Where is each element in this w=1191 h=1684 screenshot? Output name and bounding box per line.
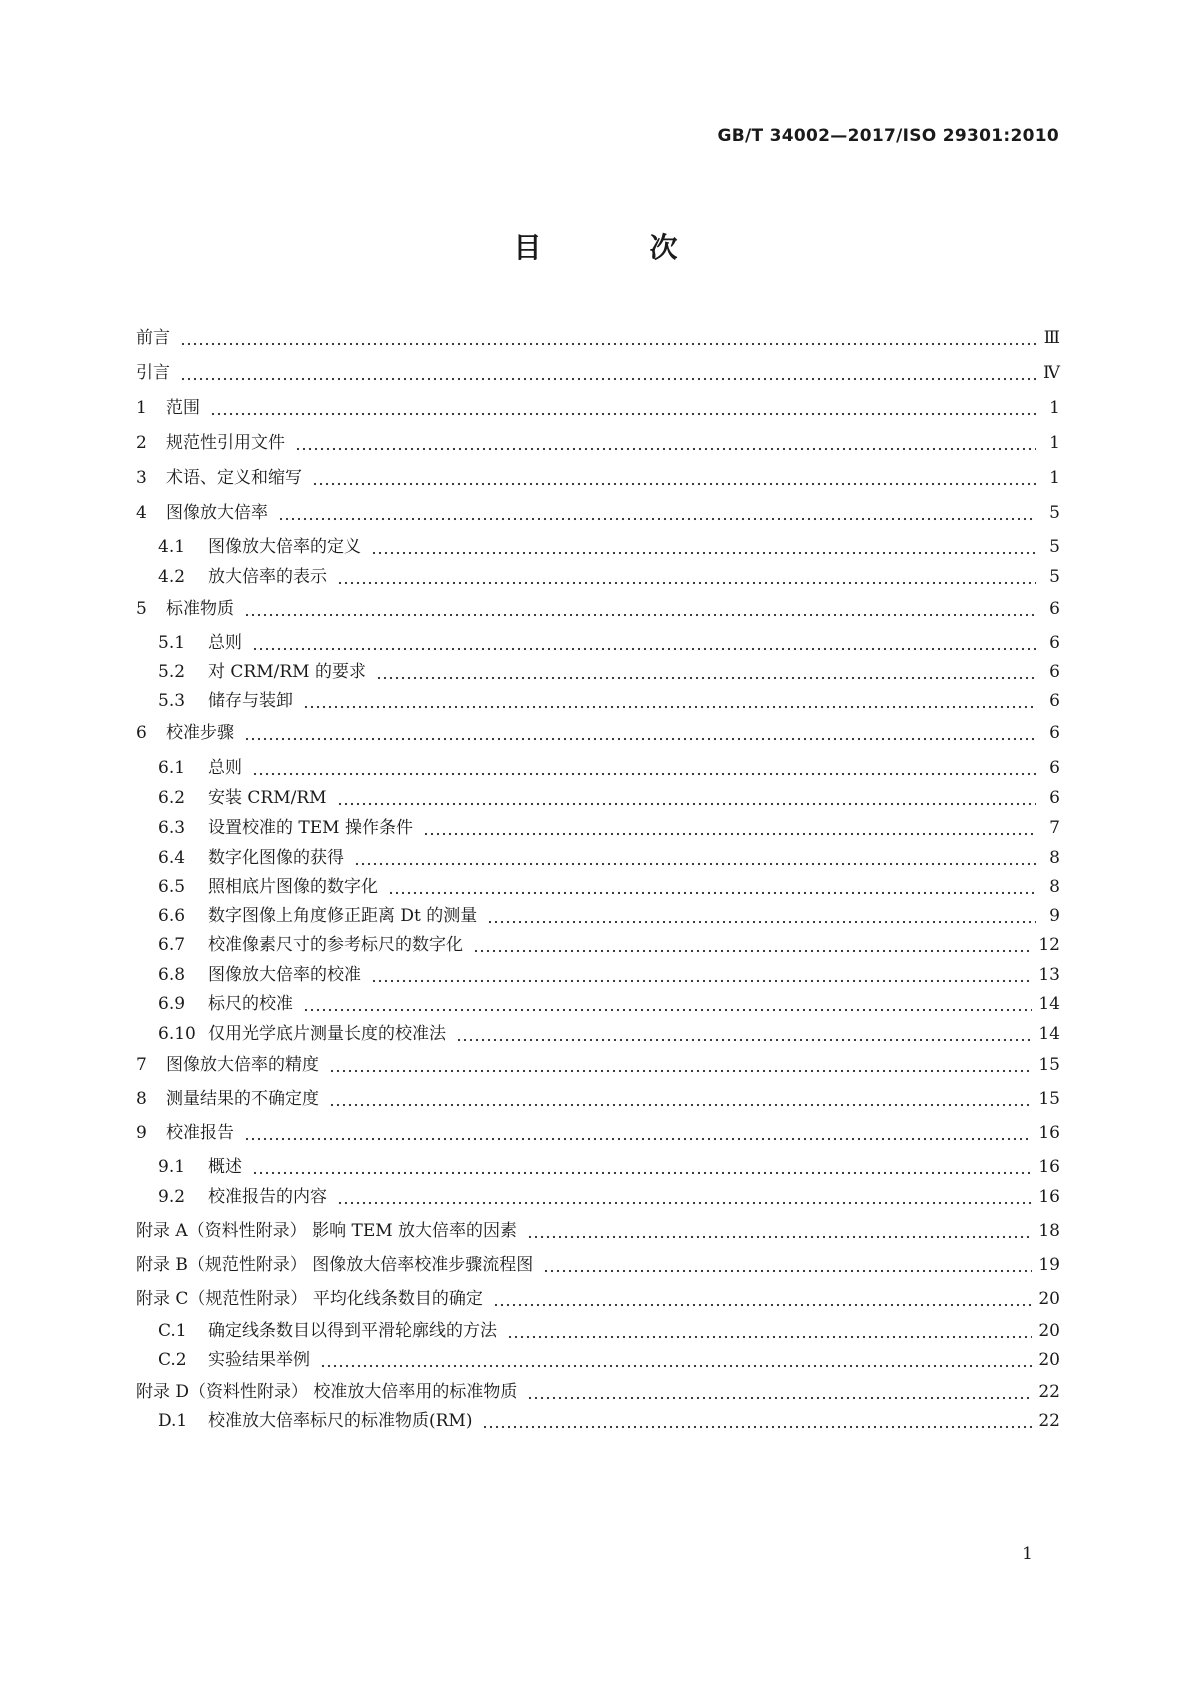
toc-entry-title: 术语、定义和缩写 [166,468,302,488]
toc-entry[interactable] [158,1319,1060,1343]
toc-entry-page: 6 [1049,633,1060,653]
toc-entry-page: 14 [1038,1024,1060,1044]
toc-entry[interactable] [158,1155,1060,1179]
toc-entry-title: 图像放大倍率的精度 [166,1055,319,1075]
dot-leader [543,1257,1032,1273]
dot-leader [388,879,1036,895]
toc-entry-page: 6 [1049,758,1060,778]
toc-entry-number: 7 [136,1055,147,1075]
toc-entry-title: 数字图像上角度修正距离 Dt 的测量 [208,906,478,926]
toc-entry-number: 5 [136,599,147,619]
toc-entry[interactable] [158,1022,1060,1046]
toc-entry[interactable] [158,535,1060,559]
toc-entry-page: 20 [1038,1321,1060,1341]
toc-entry-title: 仅用光学底片测量长度的校准法 [208,1024,446,1044]
dot-leader [487,908,1036,924]
toc-entry[interactable] [136,1380,1060,1404]
toc-entry[interactable] [136,1219,1060,1243]
toc-entry-page: Ⅲ [1043,328,1060,348]
toc-entry-number: C.2 [158,1350,187,1370]
dot-leader [295,435,1036,451]
toc-entry[interactable] [158,846,1060,870]
toc-entry-title: 图像放大倍率的定义 [208,537,361,557]
toc-entry[interactable] [158,1409,1060,1433]
dot-leader [493,1291,1033,1307]
toc-entry-title: 实验结果举例 [208,1350,310,1370]
dot-leader [371,967,1032,983]
toc-entry-number: 6.3 [158,818,186,838]
dot-leader [180,365,1036,381]
toc-entry-title: 附录 A（资料性附录） 影响 TEM 放大倍率的因素 [136,1221,518,1241]
toc-entry-number: 1 [136,398,147,418]
toc-entry-number: 6.5 [158,877,186,897]
toc-entry-page: 6 [1049,691,1060,711]
toc-entry-title: 校准步骤 [166,723,234,743]
toc-entry-page: 1 [1049,398,1060,418]
toc-entry-title: 测量结果的不确定度 [166,1089,319,1109]
toc-entry-number: 6.8 [158,965,186,985]
toc-entry-page: 22 [1038,1382,1060,1402]
toc-entry[interactable] [136,597,1060,621]
toc-entry-title: 储存与装卸 [208,691,293,711]
toc-entry-title: 引言 [136,363,170,383]
toc-entry[interactable] [158,963,1060,987]
dot-leader [320,1352,1032,1368]
dot-leader [278,505,1036,521]
toc-entry-page: 12 [1038,935,1060,955]
toc-entry-number: 6.4 [158,848,186,868]
page-title: 目 次 [513,231,718,264]
toc-entry-number: 6.1 [158,758,186,778]
toc-entry-number: 9.2 [158,1187,186,1207]
toc-entry[interactable] [136,1121,1060,1145]
page-number: 1 [1022,1544,1033,1564]
toc-entry-page: 5 [1049,537,1060,557]
toc-entry-title: 附录 C（规范性附录） 平均化线条数目的确定 [136,1289,483,1309]
toc-entry-title: 范围 [166,398,200,418]
toc-entry-number: 6.7 [158,935,186,955]
toc-entry-number: 8 [136,1089,147,1109]
toc-entry-page: 6 [1049,788,1060,808]
dot-leader [482,1413,1032,1429]
toc-entry-page: 7 [1049,818,1060,838]
toc-entry-title: 前言 [136,328,170,348]
dot-leader [244,1125,1032,1141]
toc-entry-page: 15 [1038,1055,1060,1075]
toc-entry-number: 4.1 [158,537,186,557]
dot-leader [244,725,1036,741]
dot-leader [473,937,1032,953]
toc-entry-page: 20 [1038,1350,1060,1370]
toc-entry-number: 5.2 [158,662,186,682]
dot-leader [507,1323,1032,1339]
dot-leader [252,760,1036,776]
toc-entry-number: 4 [136,503,147,523]
toc-entry[interactable] [136,1253,1060,1277]
toc-entry-number: 6.10 [158,1024,196,1044]
dot-leader [376,664,1036,680]
toc-entry-title: 总则 [208,633,242,653]
standard-code: GB/T 34002—2017/ISO 29301:2010 [717,126,1059,146]
toc-entry[interactable] [136,466,1060,490]
toc-entry-title: 标尺的校准 [208,994,293,1014]
toc-entry[interactable] [136,1287,1060,1311]
toc-entry[interactable] [158,1185,1060,1209]
toc-entry[interactable] [136,361,1060,385]
toc-entry[interactable] [158,816,1060,840]
toc-entry-title: 图像放大倍率 [166,503,268,523]
toc-entry-page: 16 [1038,1123,1060,1143]
toc-entry[interactable] [158,933,1060,957]
toc-entry-title: 安装 CRM/RM [208,788,327,808]
toc-entry-page: Ⅳ [1043,363,1060,383]
toc-entry-title: 附录 D（资料性附录） 校准放大倍率用的标准物质 [136,1382,518,1402]
toc-entry-page: 6 [1049,723,1060,743]
toc-entry-page: 16 [1038,1187,1060,1207]
toc-entry[interactable] [136,431,1060,455]
toc-entry-number: 9 [136,1123,147,1143]
toc-entry-title: 数字化图像的获得 [208,848,344,868]
toc-entry[interactable] [136,501,1060,525]
dot-leader [252,635,1036,651]
toc-entry-title: 设置校准的 TEM 操作条件 [208,818,413,838]
toc-entry[interactable] [158,756,1060,780]
toc-entry-title: 校准像素尺寸的参考标尺的数字化 [208,935,463,955]
toc-entry-title: 确定线条数目以得到平滑轮廓线的方法 [208,1321,497,1341]
dot-leader [329,1057,1032,1073]
toc-entry-title: 照相底片图像的数字化 [208,877,378,897]
toc-entry-number: C.1 [158,1321,187,1341]
toc-entry-number: 6 [136,723,147,743]
dot-leader [337,569,1036,585]
dot-leader [303,996,1032,1012]
toc-entry-page: 5 [1049,567,1060,587]
dot-leader [456,1026,1032,1042]
toc-entry-page: 5 [1049,503,1060,523]
toc-entry-page: 6 [1049,662,1060,682]
toc-entry-title: 图像放大倍率的校准 [208,965,361,985]
toc-entry-page: 20 [1038,1289,1060,1309]
toc-entry-title: 标准物质 [166,599,234,619]
toc-entry[interactable] [158,689,1060,713]
dot-leader [337,1189,1032,1205]
toc-entry-number: 9.1 [158,1157,186,1177]
toc-entry-title: 校准报告的内容 [208,1187,327,1207]
toc-entry[interactable] [158,565,1060,589]
toc-entry-page: 9 [1049,906,1060,926]
toc-entry-title: 附录 B（规范性附录） 图像放大倍率校准步骤流程图 [136,1255,534,1275]
toc-entry-page: 8 [1049,877,1060,897]
toc-entry[interactable] [158,875,1060,899]
toc-entry-number: 6.9 [158,994,186,1014]
toc-entry-number: 5.1 [158,633,186,653]
toc-entry[interactable] [136,1087,1060,1111]
toc-entry[interactable] [158,660,1060,684]
toc-entry-title: 规范性引用文件 [166,433,285,453]
toc-entry-title: 概述 [208,1157,242,1177]
toc-entry-page: 8 [1049,848,1060,868]
toc-entry-page: 13 [1038,965,1060,985]
dot-leader [312,470,1036,486]
dot-leader [252,1159,1032,1175]
dot-leader [423,820,1036,836]
toc-entry-number: 4.2 [158,567,186,587]
toc-entry-title: 对 CRM/RM 的要求 [208,662,366,682]
toc-entry[interactable] [158,631,1060,655]
toc-entry[interactable] [158,786,1060,810]
toc-entry-page: 15 [1038,1089,1060,1109]
dot-leader [371,539,1036,555]
toc-entry-number: D.1 [158,1411,188,1431]
toc-entry-page: 22 [1038,1411,1060,1431]
toc-entry[interactable] [136,396,1060,420]
toc-entry[interactable] [136,326,1060,350]
toc-entry-page: 14 [1038,994,1060,1014]
toc-entry-page: 18 [1038,1221,1060,1241]
toc-entry-number: 6.2 [158,788,186,808]
toc-entry[interactable] [136,721,1060,745]
dot-leader [527,1384,1032,1400]
toc-entry-page: 1 [1049,468,1060,488]
toc-entry-title: 校准放大倍率标尺的标准物质(RM) [208,1411,473,1431]
toc-entry-number: 5.3 [158,691,186,711]
toc-entry-page: 6 [1049,599,1060,619]
dot-leader [337,790,1036,806]
toc-entry-page: 16 [1038,1157,1060,1177]
toc-entry-title: 总则 [208,758,242,778]
dot-leader [180,330,1036,346]
toc-entry-number: 2 [136,433,147,453]
dot-leader [329,1091,1032,1107]
toc-entry-page: 1 [1049,433,1060,453]
toc-entry-title: 放大倍率的表示 [208,567,327,587]
toc-entry[interactable] [158,1348,1060,1372]
dot-leader [303,693,1036,709]
toc-entry[interactable] [136,1053,1060,1077]
toc-entry-title: 校准报告 [166,1123,234,1143]
toc-entry-page: 19 [1038,1255,1060,1275]
dot-leader [244,601,1036,617]
dot-leader [354,850,1036,866]
toc-entry-number: 6.6 [158,906,186,926]
dot-leader [210,400,1036,416]
dot-leader [527,1223,1032,1239]
toc-entry-number: 3 [136,468,147,488]
toc-entry[interactable] [158,992,1060,1016]
toc-entry[interactable] [158,904,1060,928]
